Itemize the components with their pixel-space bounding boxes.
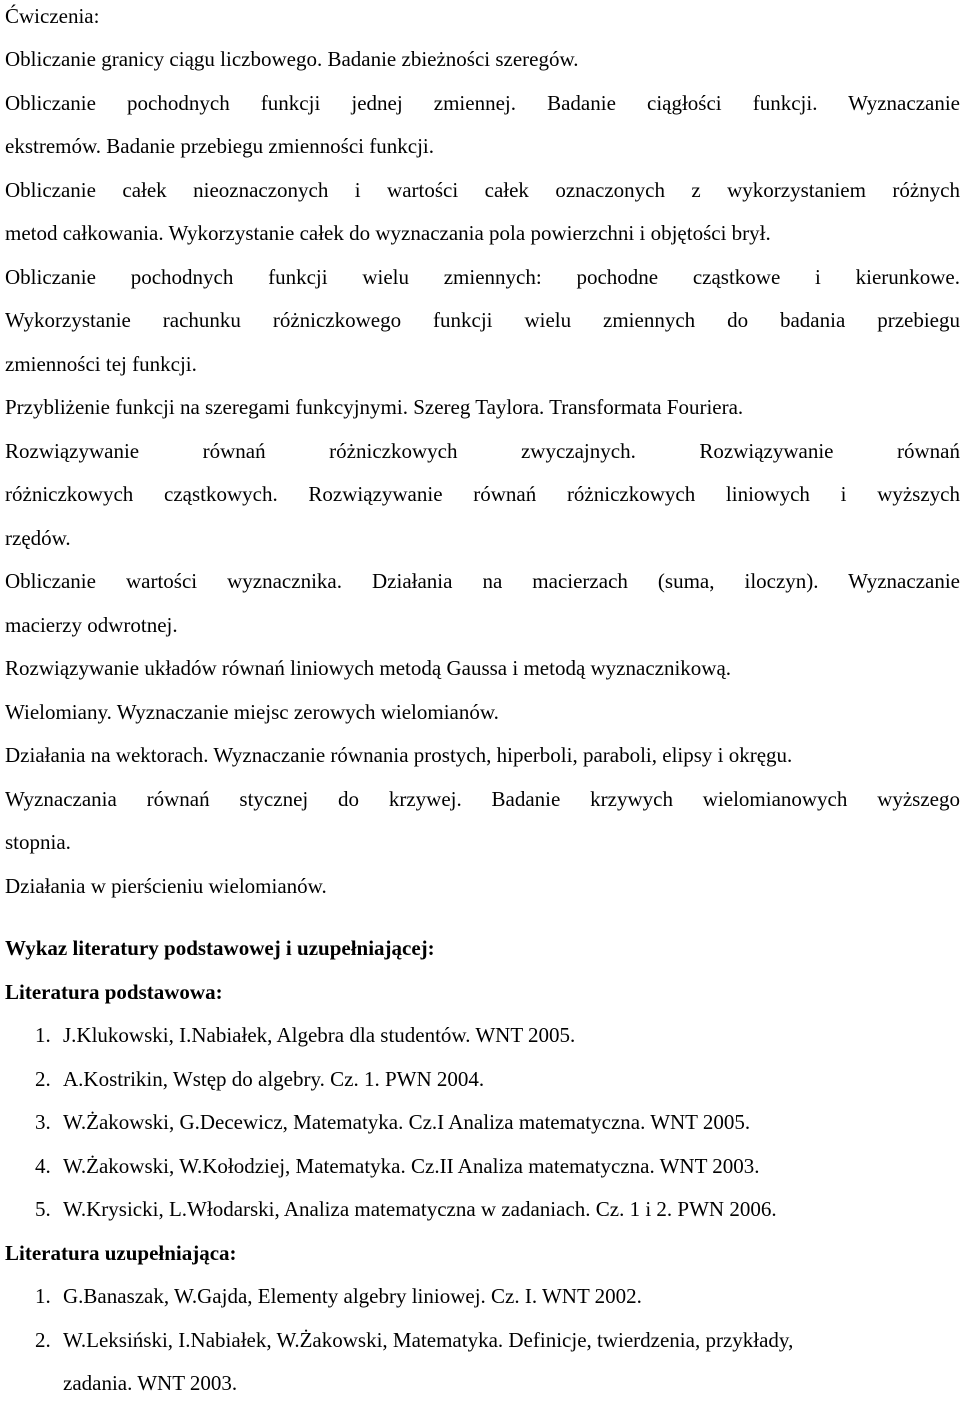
text-line: Rozwiązywanie równań różniczkowych zwyczajnych. Rozwiązywanie równań — [5, 438, 960, 463]
list-item — [5, 1058, 960, 1102]
text-line: Wykorzystanie rachunku różniczkowego funkcji wielu zmiennych do badania przebiegu — [5, 308, 960, 332]
text-line: Obliczanie całek nieoznaczonych i wartości całek oznaczonych z wykorzystaniem różnych — [5, 177, 960, 202]
list-item — [5, 1275, 960, 1319]
item-number: 2. — [35, 1066, 51, 1091]
item-number: 5. — [35, 1197, 51, 1221]
exercises-heading: Ćwiczenia: — [5, 4, 100, 28]
list-item — [5, 1101, 960, 1145]
text-line: macierzy odwrotnej. — [5, 612, 178, 637]
item-text: W.Żakowski, G.Decewicz, Matematyka. Cz.I Analiza matematyczna. WNT 2005. — [63, 1110, 751, 1134]
list-item — [5, 1188, 960, 1232]
text-line: rzędów. — [5, 525, 71, 550]
item-text: W.Żakowski, W.Kołodziej, Matematyka. Cz.II Analiza matematyczna. WNT 2003. — [63, 1153, 760, 1178]
list-item — [5, 1014, 960, 1058]
supplementary-literature-list — [5, 1275, 960, 1406]
text-line: ekstremów. Badanie przebiegu zmienności funkcji. — [5, 134, 434, 158]
text-line: Działania w pierścieniu wielomianów. — [5, 873, 327, 898]
text-line: Działania na wektorach. Wyznaczanie równania prostych, hiperboli, paraboli, elipsy i okręgu. — [5, 743, 793, 767]
exercises-text — [5, 38, 960, 908]
literature-heading: Wykaz literatury podstawowej i uzupełniającej: — [5, 936, 435, 960]
supplementary-literature-title: Literatura uzupełniająca: — [5, 1240, 237, 1265]
text-line: Obliczanie wartości wyznacznika. Działania na macierzach (suma, iloczyn). Wyznaczanie — [5, 569, 960, 593]
item-text: J.Klukowski, I.Nabiałek, Algebra dla studentów. WNT 2005. — [63, 1023, 576, 1047]
text-line: Obliczanie pochodnych funkcji wielu zmiennych: pochodne cząstkowe i kierunkowe. — [5, 264, 960, 289]
list-item — [5, 1319, 960, 1363]
list-item — [5, 1145, 960, 1189]
text-line: Obliczanie granicy ciągu liczbowego. Badanie zbieżności szeregów. — [5, 47, 579, 71]
item-number: 4. — [35, 1153, 51, 1178]
basic-literature-title: Literatura podstawowa: — [5, 979, 223, 1004]
item-text: G.Banaszak, W.Gajda, Elementy algebry liniowej. Cz. I. WNT 2002. — [63, 1284, 642, 1308]
basic-literature-list — [5, 1014, 960, 1232]
text-line: Obliczanie pochodnych funkcji jednej zmiennej. Badanie ciągłości funkcji. Wyznaczanie — [5, 90, 960, 115]
item-number: 2. — [35, 1327, 51, 1352]
item-text: W.Krysicki, L.Włodarski, Analiza matematyczna w zadaniach. Cz. 1 i 2. PWN 2006. — [63, 1197, 777, 1221]
item-number: 3. — [35, 1110, 51, 1134]
text-line: Wyznaczania równań stycznej do krzywej. Badanie krzywych wielomianowych wyższego — [5, 786, 960, 811]
text-line: Rozwiązywanie układów równań liniowych metodą Gaussa i metodą wyznacznikową. — [5, 656, 732, 680]
text-line: Przybliżenie funkcji na szeregami funkcyjnymi. Szereg Taylora. Transformata Fouriera. — [5, 395, 744, 419]
text-line: zmienności tej funkcji. — [5, 351, 197, 376]
literature-section — [5, 927, 960, 1406]
text-line: stopnia. — [5, 830, 71, 854]
item-text: A.Kostrikin, Wstęp do algebry. Cz. 1. PWN 2004. — [63, 1066, 485, 1091]
text-line: Wielomiany. Wyznaczanie miejsc zerowych wielomianów. — [5, 699, 499, 724]
item-text: W.Leksiński, I.Nabiałek, W.Żakowski, Matematyka. Definicje, twierdzenia, przykłady, — [63, 1327, 794, 1352]
item-number: 1. — [35, 1284, 51, 1308]
text-line: metod całkowania. Wykorzystanie całek do wyznaczania pola powierzchni i objętości brył. — [5, 221, 771, 245]
text-line: różniczkowych cząstkowych. Rozwiązywanie równań różniczkowych liniowych i wyższych — [5, 482, 960, 506]
item-text-continuation: zadania. WNT 2003. — [63, 1371, 238, 1395]
document-page — [5, 0, 960, 1406]
item-number: 1. — [35, 1023, 51, 1047]
